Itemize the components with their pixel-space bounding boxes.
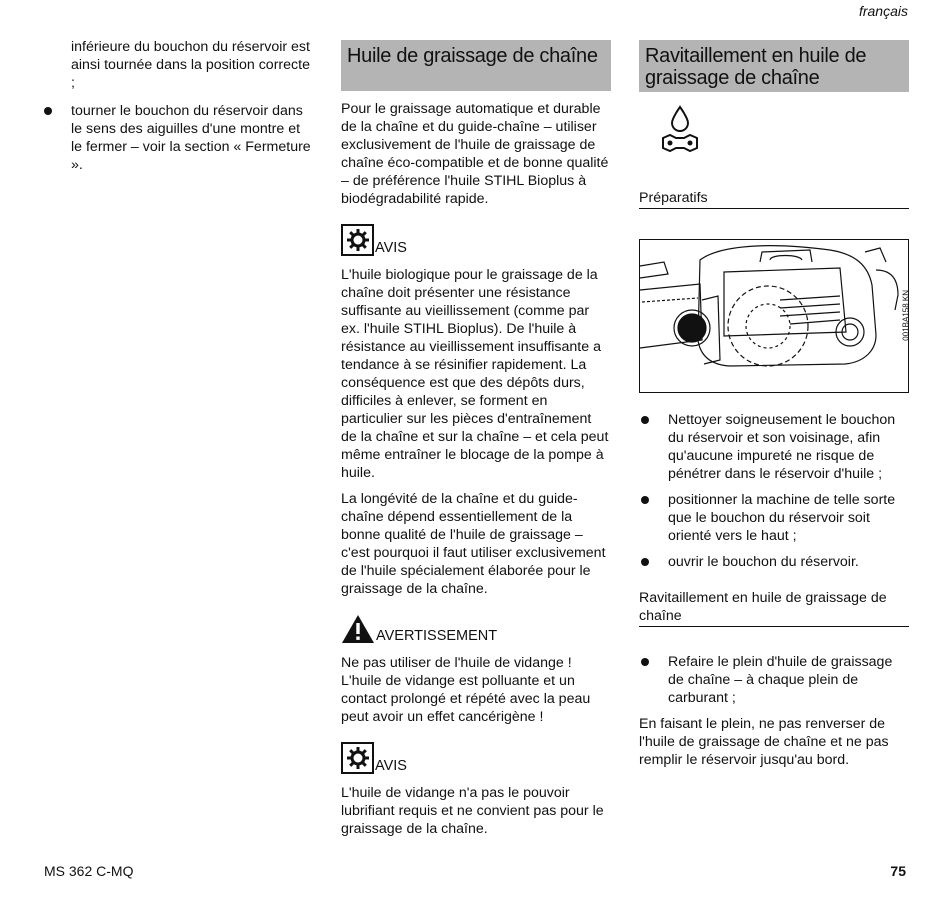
list-item: tourner le bouchon du réservoir dans le sens des aiguilles d'une montre et le fermer – voir la section « Fermeture ». bbox=[44, 102, 314, 174]
paragraph: La longévité de la chaîne et du guide-chaîne dépend essentiellement de la bonne qualité de l'huile de graissage – c'est pourquoi il faut utiliser exclusivement de l'huile spécialement élaborée pour le graissage de la chaîne. bbox=[341, 491, 606, 597]
column-left bbox=[44, 38, 314, 182]
section-title-chain-oil: Huile de graissage de chaîne bbox=[341, 40, 611, 91]
warning-block bbox=[341, 614, 611, 644]
subheading-refill: Ravitaillement en huile de graissage de chaîne bbox=[639, 589, 909, 627]
closing-paragraph: En faisant le plein, ne pas renverser de l'huile de graissage de chaîne et ne pas remplir le réservoir jusqu'au bord. bbox=[639, 716, 889, 768]
oil-chain-icon bbox=[659, 104, 701, 154]
notice-block bbox=[341, 742, 611, 774]
notice-text: L'huile biologique pour le graissage de la chaîne doit présenter une résistance suffisante au vieillissement (comme par ex. l'huile STIHL Bioplus). De l'huile à résistance au vieillissement insuffisante a tendance à se résinifier rapidement. La conséquence est que des dépôts durs, difficiles à enlever, se forment en particulier sur les pièces d'entraînement de la chaîne et sur la chaîne – et cela peut même entraîner le blocage de la pompe à huile. bbox=[341, 267, 609, 481]
column-right bbox=[639, 40, 909, 777]
subheading-preparation: Préparatifs bbox=[639, 189, 909, 209]
list-item: ouvrir le bouchon du réservoir. bbox=[639, 553, 909, 571]
figure-code: 001BA158 KN bbox=[902, 290, 911, 341]
notice-label: AVIS bbox=[375, 240, 407, 256]
chainsaw-illustration bbox=[639, 239, 909, 393]
header-language: français bbox=[858, 3, 908, 19]
warning-label: AVERTISSEMENT bbox=[376, 628, 498, 644]
notice-label: AVIS bbox=[375, 758, 407, 774]
list-item: positionner la machine de telle sorte que le bouchon du réservoir soit orienté vers le haut ; bbox=[639, 491, 909, 545]
section-title-refill: Ravitaillement en huile de graissage de chaîne bbox=[639, 40, 909, 92]
intro-paragraph: Pour le graissage automatique et durable de la chaîne et du guide-chaîne – utiliser exclusivement de l'huile de graissage de chaîne éco-compatible et de bonne qualité – de préférence l'huile STIHL Bioplus à biodégradabilité rapide. bbox=[341, 101, 609, 207]
list-item: Nettoyer soigneusement le bouchon du réservoir et son voisinage, afin qu'aucune impureté ne risque de pénétrer dans le réservoir d'huile ; bbox=[639, 411, 909, 483]
notice-block bbox=[341, 224, 611, 256]
footer-model: MS 362 C-MQ bbox=[44, 863, 134, 879]
gear-icon bbox=[341, 742, 374, 774]
warning-icon bbox=[341, 614, 375, 644]
gear-icon bbox=[341, 224, 374, 256]
warning-lead: Ne pas utiliser de l'huile de vidange ! bbox=[341, 655, 572, 671]
notice-text: L'huile de vidange n'a pas le pouvoir lubrifiant requis et ne convient pas pour le graissage de la chaîne. bbox=[341, 785, 604, 837]
list-item: Refaire le plein d'huile de graissage de chaîne – à chaque plein de carburant ; bbox=[639, 653, 909, 707]
warning-text: L'huile de vidange est polluante et un contact prolongé et répété avec la peau peut avoir un effet cancérigène ! bbox=[341, 673, 591, 725]
column-middle bbox=[341, 40, 611, 846]
page-number: 75 bbox=[890, 863, 906, 879]
continuation-text: inférieure du bouchon du réservoir est ainsi tournée dans la position correcte ; bbox=[71, 39, 310, 91]
